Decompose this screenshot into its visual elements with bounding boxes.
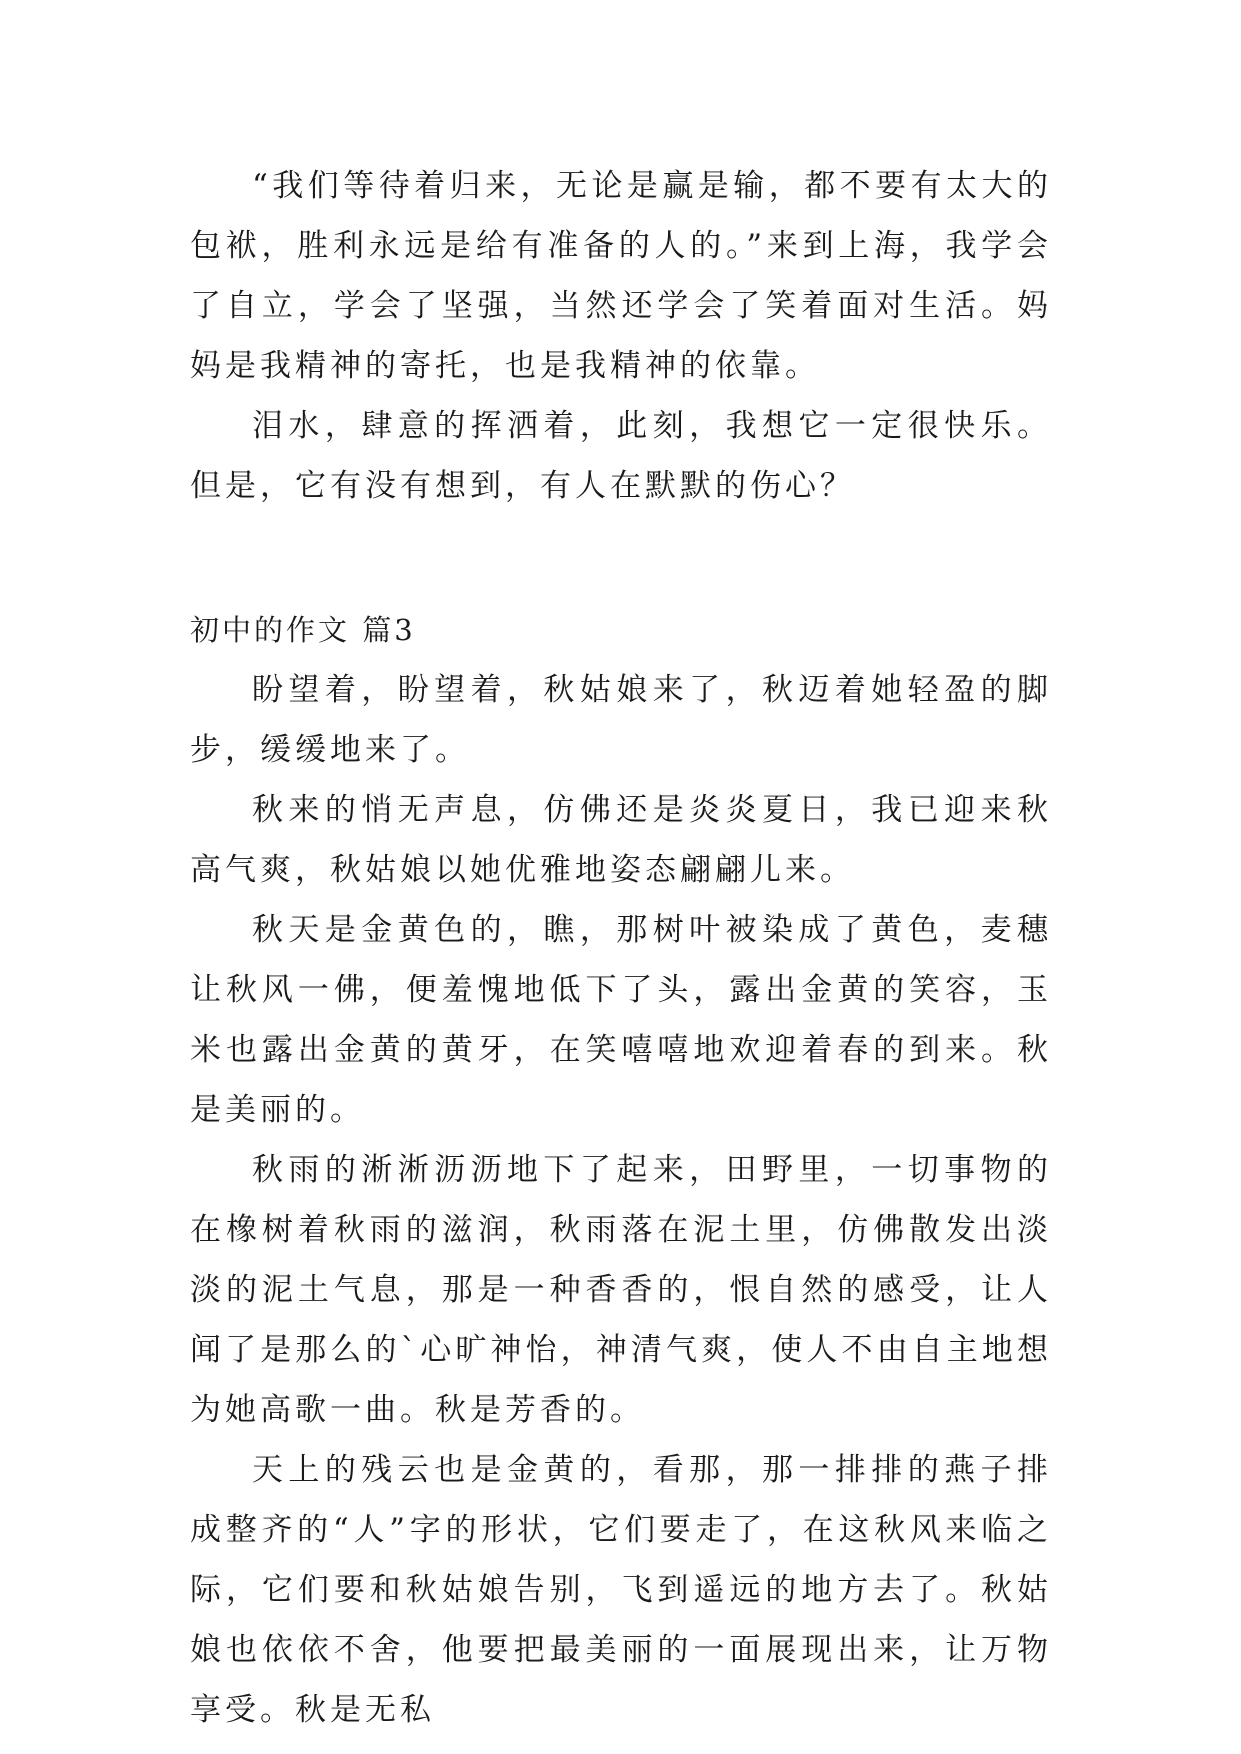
document-body (190, 156, 1052, 1740)
paragraph: 盼望着，盼望着，秋姑娘来了，秋迈着她轻盈的脚步，缓缓地来了。 (190, 672, 1052, 768)
paragraph: 秋雨的淅淅沥沥地下了起来，田野里，一切事物的在橡树着秋雨的滋润，秋雨落在泥土里，仿佛散发出淡淡的泥土气息，那是一种香香的，恨自然的感受，让人闻了是那么的`心旷神怡，神清气爽，使人不由自主地想为她高歌一曲。秋是芳香的。 (190, 1152, 1052, 1428)
paragraph: 秋天是金黄色的，瞧，那树叶被染成了黄色，麦穗让秋风一佛，便羞愧地低下了头，露出金黄的笑容，玉米也露出金黄的黄牙，在笑嘻嘻地欢迎着春的到来。秋是美丽的。 (190, 912, 1052, 1128)
paragraph: “我们等待着归来，无论是赢是输，都不要有太大的包袱，胜利永远是给有准备的人的。”来到上海，我学会了自立，学会了坚强，当然还学会了笑着面对生活。妈妈是我精神的寄托，也是我精神的依靠。 (190, 168, 1052, 384)
paragraph: 泪水，肆意的挥洒着，此刻，我想它一定很快乐。但是，它有没有想到，有人在默默的伤心？ (190, 408, 1052, 504)
section-heading: 初中的作文 篇3 (190, 613, 416, 647)
paragraph: 秋来的悄无声息，仿佛还是炎炎夏日，我已迎来秋高气爽，秋姑娘以她优雅地姿态翩翩儿来。 (190, 792, 1052, 888)
section-gap (190, 516, 1052, 600)
paragraph: 天上的残云也是金黄的，看那，那一排排的燕子排成整齐的“人”字的形状，它们要走了，在这秋风来临之际，它们要和秋姑娘告别，飞到遥远的地方去了。秋姑娘也依依不舍，他要把最美丽的一面展现出来，让万物享受。秋是无私 (190, 1452, 1052, 1728)
